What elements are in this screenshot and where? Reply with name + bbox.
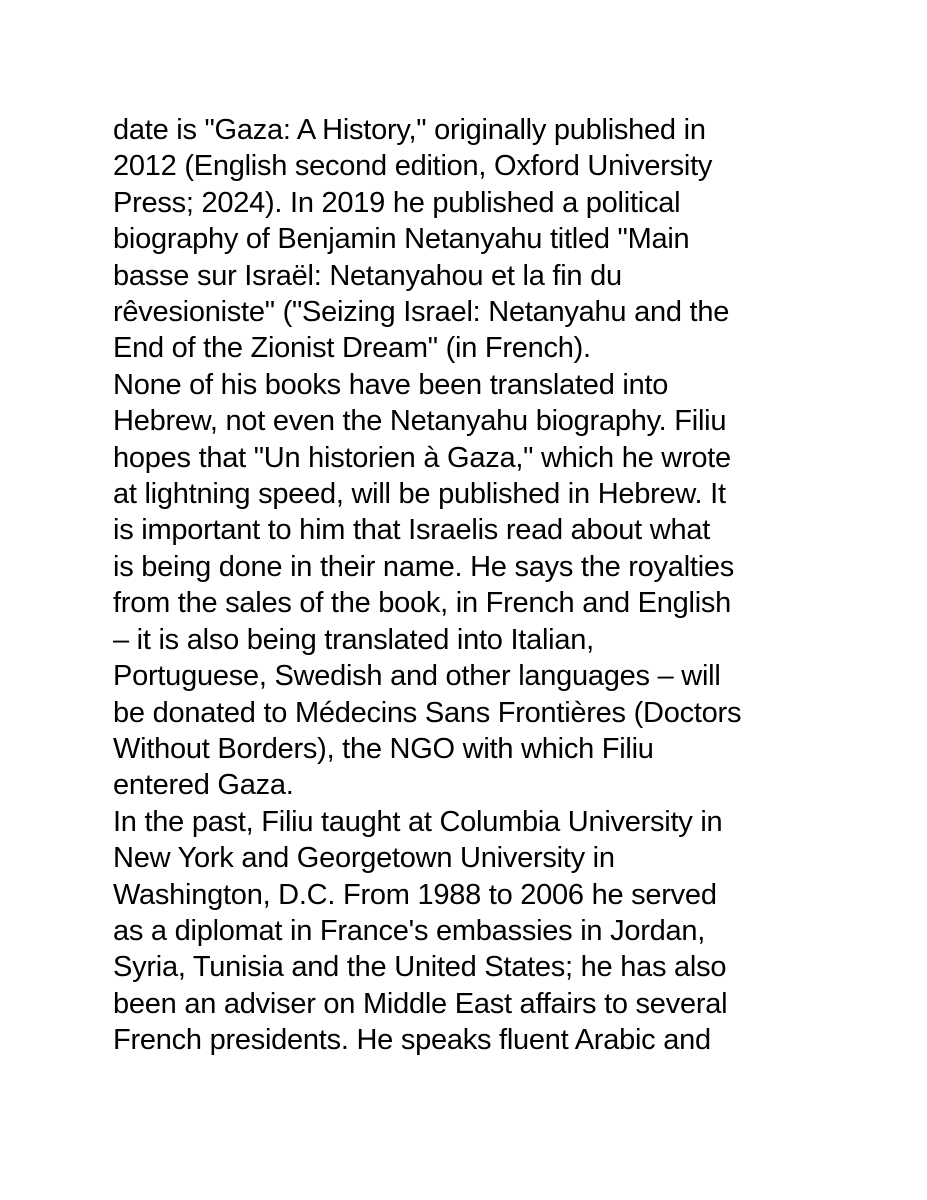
text-line: End of the Zionist Dream" (in French). — [113, 332, 591, 365]
text-line: New York and Georgetown University in — [113, 842, 615, 875]
text-line: biography of Benjamin Netanyahu titled "Main — [113, 223, 690, 256]
text-line: as a diplomat in France's embassies in Jordan, — [113, 914, 706, 947]
text-line: hopes that "Un historien à Gaza," which he wrote — [113, 441, 731, 474]
text-line: basse sur Israël: Netanyahou et la fin du — [113, 259, 622, 292]
text-line: Press; 2024). In 2019 he published a political — [113, 186, 681, 219]
text-line: In the past, Filiu taught at Columbia University in — [113, 805, 723, 838]
text-line: Portuguese, Swedish and other languages – will — [113, 660, 721, 693]
text-line: is important to him that Israelis read about what — [113, 514, 711, 547]
text-line: from the sales of the book, in French and English — [113, 587, 732, 620]
text-line: be donated to Médecins Sans Frontières (Doctors — [113, 696, 742, 729]
text-line: French presidents. He speaks fluent Arabic and — [113, 1024, 711, 1057]
text-line: – it is also being translated into Italian, — [113, 623, 594, 656]
text-line: date is "Gaza: A History," originally published in — [113, 114, 706, 146]
text-line: entered Gaza. — [113, 769, 294, 802]
text-line: Syria, Tunisia and the United States; he has also — [113, 951, 727, 984]
text-line: been an adviser on Middle East affairs to several — [113, 987, 728, 1020]
text-line: at lightning speed, will be published in Hebrew. It — [113, 478, 726, 511]
text-line: None of his books have been translated into — [113, 368, 669, 401]
text-line: Without Borders), the NGO with which Filiu — [113, 732, 654, 765]
text-line: Hebrew, not even the Netanyahu biography. Filiu — [113, 405, 727, 438]
text-line: is being done in their name. He says the royalties — [113, 550, 735, 583]
text-line: 2012 (English second edition, Oxford University — [113, 150, 713, 183]
text-line: Washington, D.C. From 1988 to 2006 he served — [113, 878, 717, 911]
text-line: rêvesioniste" ("Seizing Israel: Netanyahu and the — [113, 296, 730, 329]
article-body-text — [113, 112, 833, 1059]
